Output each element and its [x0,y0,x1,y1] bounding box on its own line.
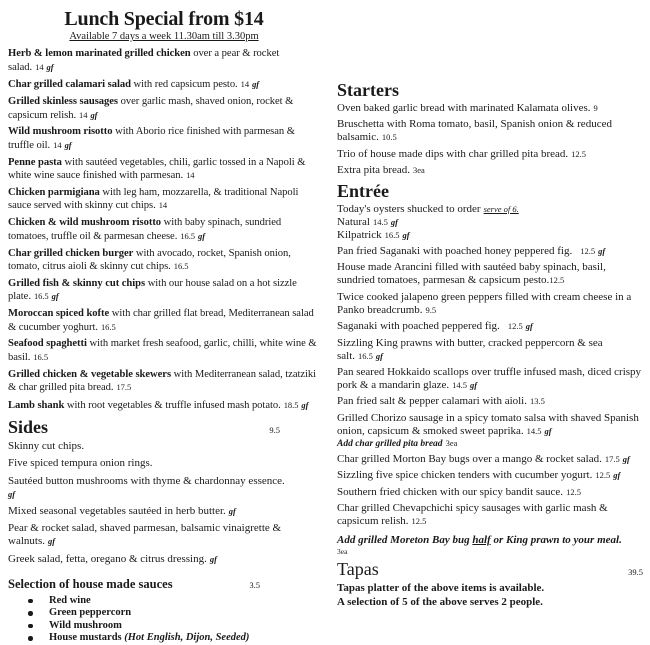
sauce-item: Red wine [26,595,320,608]
entree-list [337,203,643,529]
left-column [8,0,320,645]
gluten-free-badge: gf [46,61,54,72]
menu-item: Trio of house made dips with char grilled pita bread. 12.5 [337,147,587,160]
side-item: Skinny cut chips. [8,439,85,452]
menu-item: Bruschetta with Roma tomato, basil, Spanish onion & reduced balsamic. 10.5 [337,118,612,144]
sauce-item: House mustards (Hot English, Dijon, Seeded) [26,632,320,645]
menu-item: Twice cooked jalapeno green peppers filled with cream cheese in a Panko breadcrumb. 9.5 [337,290,632,316]
menu-item: Char grilled Chevapchichi spicy sausages with garlic mash & capsicum relish. 12.5 [337,502,608,528]
menu-item: Sizzling five spice chicken tenders with cucumber yogurt. 12.5 gf [337,469,621,482]
entree-heading: Entrée [337,180,389,201]
menu-item: Grilled chicken & vegetable skewers with Mediterranean salad, tzatziki & char grilled pita bread. 17.5 [8,368,317,394]
side-item: Greek salad, fetta, oregano & citrus dressing. gf [8,552,217,565]
sides-price: 9.5 [269,424,280,435]
gluten-free-badge: gf [209,553,217,564]
sauces-list [26,595,320,645]
menu-item: Grilled fish & skinny cut chips with our house salad on a hot sizzle plate. 16.5 gf [8,277,297,303]
menu-item: Natural 14.5 gf [337,215,398,228]
menu-item: Grilled Chorizo sausage in a spicy tomato salsa with shaved Spanish onion, capsicum & smoked sweet paprika. 14.5 gf [337,411,639,437]
sauces-heading: Selection of house made sauces 3.5 [8,576,260,591]
gluten-free-badge: gf [402,229,410,240]
menu-item: Chicken & wild mushroom risotto with baby spinach, sundried tomatoes, truffle oil & parmesan cheese. 16.5 gf [8,217,282,242]
tapas-description: A selection of 5 of the above serves 2 people. [337,595,543,608]
gluten-free-badge: gf [8,488,16,499]
gluten-free-badge: gf [469,379,478,390]
gluten-free-badge: gf [301,400,309,411]
menu-item: Char grilled chicken burger with avocado, rocket, Spanish onion, tomato, citrus aioli & skinny cut chips. 16.5 [8,247,291,273]
sauce-item: Wild mushroom [26,620,320,633]
gluten-free-badge: gf [622,454,630,465]
gluten-free-badge: gf [198,230,205,241]
menu-item: Chicken parmigiana with leg ham, mozzarella, & traditional Napoli sauce served with skinny cut chips. 14 [8,186,299,212]
menu-item: Extra pita bread. 3ea [337,164,425,177]
gluten-free-badge: gf [598,245,606,256]
right-column [337,80,643,609]
starters-heading: Starters [337,80,399,100]
sauce-item: Green peppercorn [26,607,320,620]
side-item: Five spiced tempura onion rings. [8,457,153,470]
mustard-note: (Hot English, Dijon, Seeded) [124,632,250,644]
menu-item: Lamb shank with root vegetables & truffle infused mash potato. 18.5 gf [8,400,309,412]
menu-item: Pan seared Hokkaido scallops over truffle infused mash, diced crispy pork & a mandarin glaze. 14.5 gf [337,365,642,391]
chorizo-addon: Add char grilled pita bread 3ea [337,438,458,450]
menu-item: Southern fried chicken with our spicy bandit sauce. 12.5 [337,485,581,498]
gluten-free-badge: gf [47,536,56,547]
gluten-free-badge: gf [252,79,260,90]
side-item: Sautéed button mushrooms with thyme & chardonnay essence. gf [8,474,285,499]
starters-list [337,102,643,177]
menu-item: Saganaki with poached peppered fig. 12.5 gf [337,320,533,333]
side-item: Mixed seasonal vegetables sautéed in herb butter. gf [8,505,236,518]
menu-item: Oven baked garlic bread with marinated Kalamata olives. 9 [337,102,598,114]
sides-list [8,440,320,566]
menu-item: Char grilled Morton Bay bugs over a mango & rocket salad. 17.5 gf [337,453,630,466]
menu-item: Pan fried Saganaki with poached honey peppered fig. 12.5 gf [337,244,606,257]
gluten-free-badge: gf [544,425,552,436]
menu-item: House made Arancini filled with sautéed baby spinach, basil, sundried tomatoes, parmesan & capsicum pesto.12.5 [337,261,606,287]
menu-item: Moroccan spiced kofte with char grilled flat bread, Mediterranean salad & cucumber yoghurt. 16.5 [8,308,314,333]
tapas-description: Tapas platter of the above items is available. [337,582,545,595]
gluten-free-badge: gf [390,216,398,227]
gluten-free-badge: gf [51,291,59,302]
gluten-free-badge: gf [228,506,236,517]
menu-item: Kilpatrick 16.5 gf [337,228,410,241]
menu-item: Wild mushroom risotto with Aborio rice finished with parmesan & truffle oil. 14 gf [8,126,295,151]
menu-item: Herb & lemon marinated grilled chicken over a pear & rocket salad. 14 gf [8,48,280,73]
menu-item: Sizzling King prawns with butter, cracked peppercorn & sea salt. 16.5 gf [337,336,603,362]
lunch-special-hours: Available 7 days a week 11.30am till 3.30pm [69,31,259,42]
lunch-special-title: Lunch Special from $14 [64,8,264,30]
tapas-price: 39.5 [628,567,643,578]
menu-item: Penne pasta with sautéed vegetables, chili, garlic tossed in a Napoli & white wine sauce finished with parmesan. 14 [8,156,306,182]
gluten-free-badge: gf [525,321,533,332]
tapas-heading: Tapas 39.5 [337,559,643,582]
menu-item: Seafood spaghetti with market fresh seafood, garlic, chilli, white wine & basil. 16.5 [8,338,317,363]
lunch-items [8,48,320,413]
menu-item: Pan fried salt & pepper calamari with aioli. 13.5 [337,395,545,408]
gluten-free-badge: gf [375,350,383,361]
menu-item: Char grilled calamari salad with red capsicum pesto. 14 gf [8,79,260,91]
side-item: Pear & rocket salad, shaved parmesan, balsamic vinaigrette & walnuts. gf [8,522,282,548]
sides-heading: Sides 9.5 [8,417,320,440]
sauces-price: 3.5 [249,579,260,590]
menu-item: Grilled skinless sausages over garlic mash, shaved onion, rocket & capsicum relish. 14 gf [8,96,294,121]
gluten-free-badge: gf [64,139,72,150]
oysters-heading: Today's oysters shucked to order serve of 6. [337,202,519,215]
bug-prawn-addon: Add grilled Moreton Bay bug half or King prawn to your meal. 3ea [337,534,622,557]
gluten-free-badge: gf [90,109,98,120]
gluten-free-badge: gf [613,470,621,481]
